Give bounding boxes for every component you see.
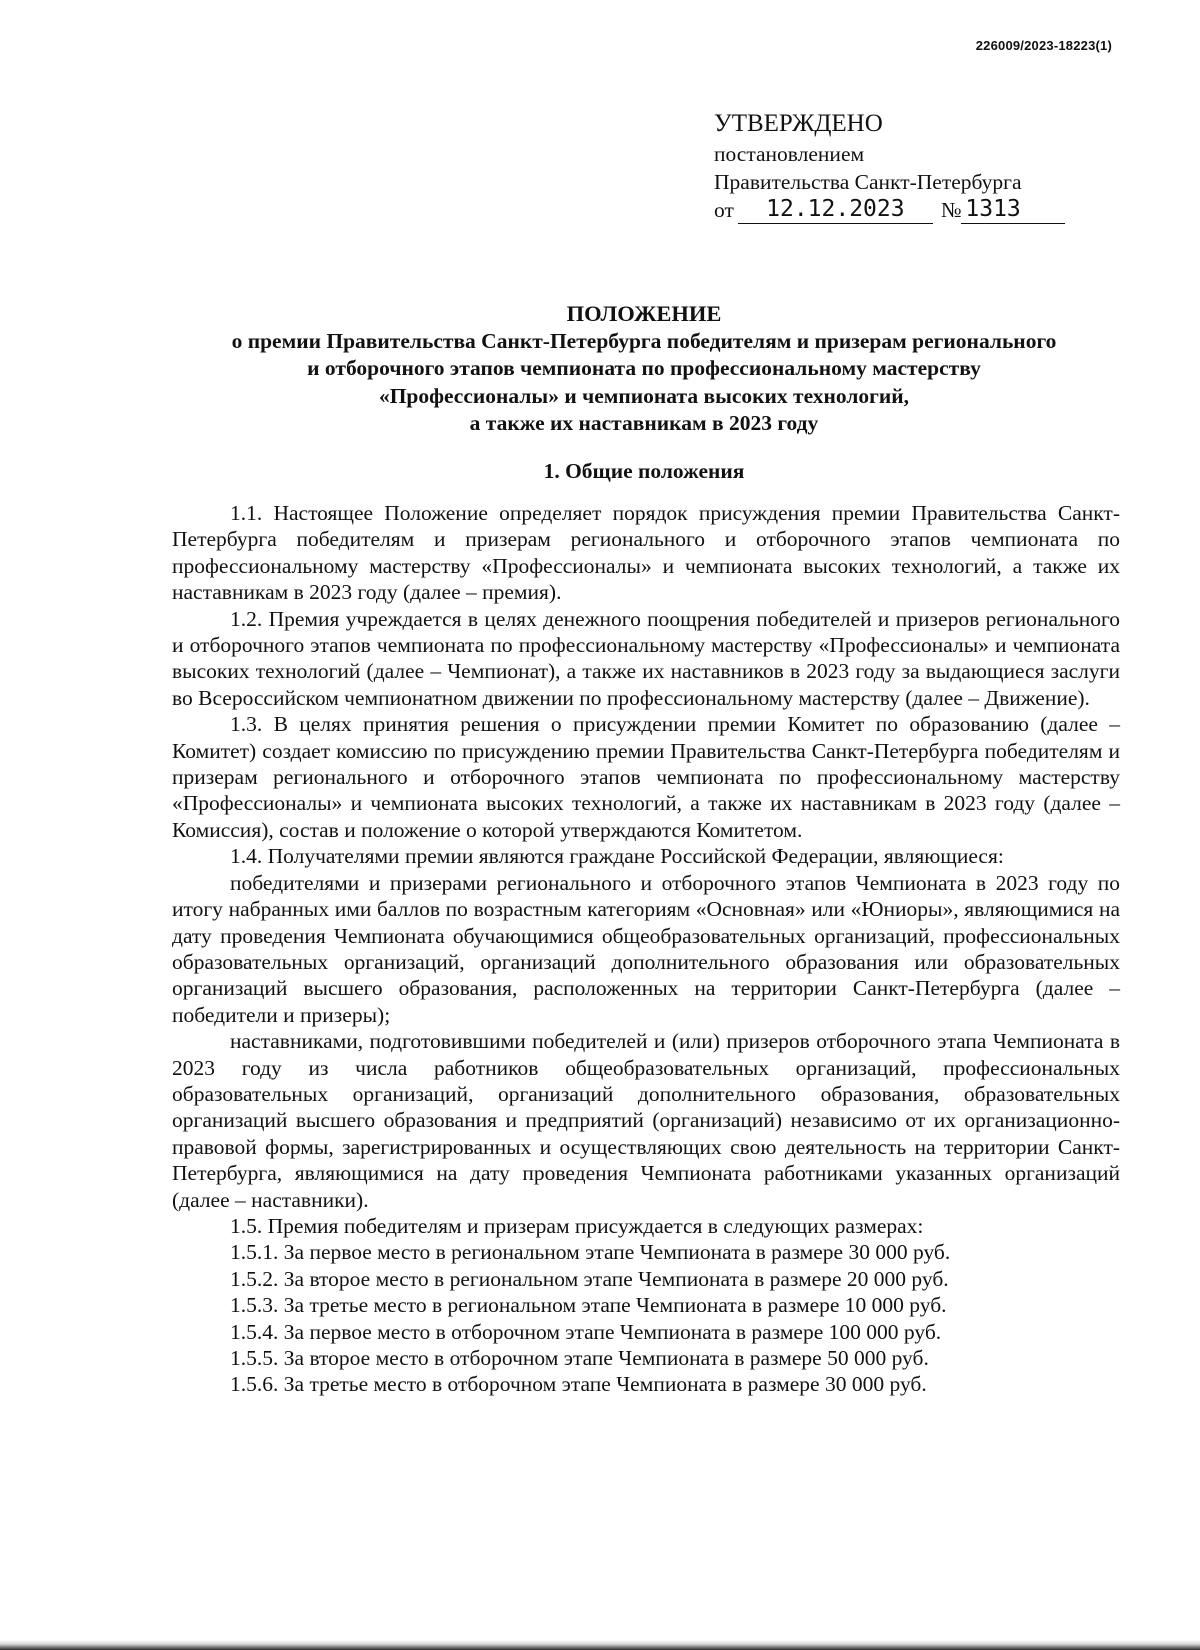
amount-item: 1.5.2. За второе место в региональном этапе Чемпионата в размере 20 000 руб. [230, 1266, 949, 1291]
paragraph-1-4: 1.4. Получателями премии являются граждане Российской Федерации, являющиеся: [230, 844, 1004, 869]
amount-item: 1.5.6. За третье место в отборочном этапе Чемпионата в размере 30 000 руб. [230, 1372, 927, 1397]
approval-number: 1313 [961, 197, 1065, 224]
section-title-general-provisions: 1. Общие положения [543, 459, 745, 483]
document-subtitle-line: о премии Правительства Санкт-Петербурга победителям и призерам регионального [231, 328, 1057, 353]
paragraph-1-4-winners: победителями и призерами регионального и отборочного этапов Чемпионата в 2023 году по итогу набранных ими баллов по возрастным категориям «Основная» или «Юниоры», являющимися на дату проведения Чемпионата обучающимися общеобразовательных организаций, профессиональных образовательных организаций, организаций дополнительного образования или образовательных организаций высшего образования, расположенных на территории Санкт-Петербурга (далее – победители и призеры); [172, 870, 1120, 1027]
approval-date: 12.12.2023 [738, 197, 933, 224]
approved-label: УТВЕРЖДЕНО [714, 110, 883, 137]
from-label: от [714, 198, 734, 222]
number-label: № [940, 198, 962, 222]
document-title-block [150, 300, 1138, 438]
document-subtitle-line: а также их наставникам в 2023 году [469, 411, 819, 435]
amount-item: 1.5.5. За второе место в отборочном этапе Чемпионата в размере 50 000 руб. [230, 1346, 929, 1370]
paragraph-1-4-mentors: наставниками, подготовившими победителей и (или) призеров отборочного этапа Чемпионата в 2023 году из числа работников общеобразовательных организаций, профессиональных образовательных организаций, организаций дополнительного образования, образовательных организаций высшего образования и предприятий (организаций) независимо от их организационно-правовой формы, зарегистрированных и осуществляющих свою деятельность на территории Санкт-Петербурга, являющимися на дату проведения Чемпионата работниками указанных организаций (далее – наставники). [172, 1029, 1120, 1212]
amount-item: 1.5.1. За первое место в региональном этапе Чемпионата в размере 30 000 руб. [230, 1240, 951, 1265]
scan-bottom-edge [0, 1640, 1200, 1650]
approval-line-government: Правительства Санкт-Петербурга [714, 170, 1022, 194]
document-body [172, 500, 1120, 1398]
document-registration-number: 226009/2023-18223(1) [975, 38, 1112, 53]
paragraph-1-2: 1.2. Премия учреждается в целях денежного поощрения победителей и призеров регионального и отборочного этапов чемпионата по профессиональному мастерству «Профессионалы» и чемпионата высоких технологий (далее – Чемпионат), а также их наставников в 2023 году за выдающиеся заслуги во Всероссийском чемпионатном движении по профессиональному мастерству (далее – Движение). [172, 606, 1120, 710]
paragraph-1-5: 1.5. Премия победителям и призерам присуждается в следующих размерах: [230, 1213, 924, 1238]
approval-line-resolution: постановлением [714, 142, 865, 166]
amount-item: 1.5.4. За первое место в отборочном этапе Чемпионата в размере 100 000 руб. [230, 1319, 942, 1344]
paragraph-1-3: 1.3. В целях принятия решения о присуждении премии Комитет по образованию (далее – Комитет) создает комиссию по присуждению премии Правительства Санкт-Петербурга победителям и призерам регионального и отборочного этапов чемпионата по профессиональному мастерству «Профессионалы» и чемпионата высоких технологий, а также их наставникам в 2023 году (далее – Комиссия), состав и положение о которой утверждаются Комитетом. [172, 712, 1120, 842]
approval-date-number-line [714, 196, 1094, 224]
approval-stamp-block [714, 108, 1094, 224]
document-heading: ПОЛОЖЕНИЕ [566, 301, 722, 326]
document-subtitle-line: и отборочного этапов чемпионата по профессиональному мастерству [307, 356, 981, 380]
document-subtitle-line: «Профессионалы» и чемпионата высоких технологий, [378, 383, 910, 408]
amount-item: 1.5.3. За третье место в региональном этапе Чемпионата в размере 10 000 руб. [230, 1293, 947, 1318]
paragraph-1-1: 1.1. Настоящее Положение определяет порядок присуждения премии Правительства Санкт-Петербурга победителям и призерам регионального и отборочного этапов чемпионата по профессиональному мастерству «Профессионалы» и чемпионата высоких технологий, а также их наставникам в 2023 году (далее – премия). [172, 501, 1120, 605]
